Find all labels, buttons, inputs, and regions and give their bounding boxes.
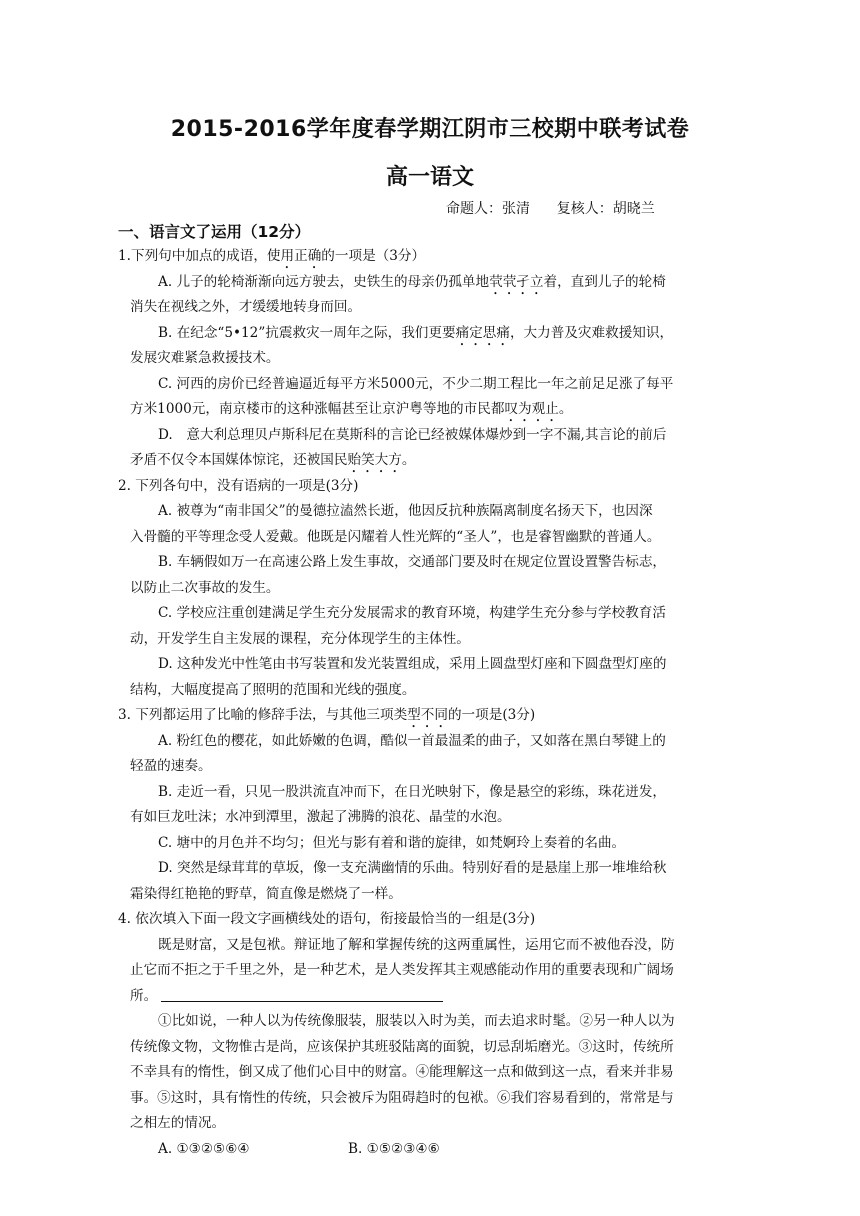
q1-d-text-2: 。 <box>401 452 416 468</box>
questions-body <box>118 244 732 1162</box>
q1-c-text: 方米1000元，南京楼市的这种涨幅甚至让京沪粤等地的市民都 <box>130 401 505 417</box>
q3-option-d-line1: D. 突然是绿茸茸的草坂，像一支充满幽情的乐曲。特别好看的是悬崖上那一堆堆给秋 <box>158 860 667 876</box>
q4-option-a: A. ①③②⑤⑥④ <box>158 1140 250 1157</box>
q4-sentences-line4: 事。⑤这时，具有惰性的传统，只会被斥为阻碍趋时的包袱。⑥我们容易看到的，常常是与 <box>130 1089 674 1106</box>
q3-option-a-line2: 轻盈的速奏。 <box>130 758 212 774</box>
q2-option-c-line1: C. 学校应注重创建满足学生充分发展需求的教育环境，构建学生充分参与学校教育活 <box>158 605 666 621</box>
q3-stem-text: 3. 下列都运用了比喻的修辞手法，与其他三项类 <box>118 707 408 723</box>
q1-b-text-2: ，大力普及灾难救援知识， <box>509 324 674 341</box>
q4-passage-line2: 止它而不拒之于千里之外，是一种艺术，是人类发挥其主观感能动作用的重要表现和广阔场 <box>130 962 674 978</box>
q2-option-a-line1: A. 被尊为“南非国父”的曼德拉溘然长逝，他因反抗种族隔离制度名扬天下，也因深 <box>158 503 653 519</box>
q2-option-d-line1: D. 这种发光中性笔由书写装置和发光装置组成，采用上圆盘型灯座和下圆盘型灯座的 <box>158 656 667 672</box>
subject-title: 高一语文 <box>385 165 474 190</box>
q1-stem-text: 1.下列句中加点的成语，使 <box>118 248 281 264</box>
q2-stem: 2. 下列各句中，没有语病的一项是(3分) <box>118 477 359 494</box>
q4-sentences-line5: 之相左的情况。 <box>130 1115 226 1131</box>
q1-b-text: B. 在纪念“5•12”抗震救灾一周年之际，我们更要 <box>158 324 456 341</box>
q1-a-idiom: 茕茕孑立 <box>489 273 544 290</box>
q4-sentences-line2: 传统像文物，文物惟古是尚，应该保护其班驳陆离的面貌，切忌刮垢磨光。③这时，传统所 <box>130 1038 674 1055</box>
q1-c-text-2: 。 <box>558 401 573 417</box>
q1-b-idiom: 痛定思痛 <box>455 324 510 341</box>
q1-stem-dotted-1: 用 <box>280 248 295 264</box>
section-1-title: 一、语言文了运用（12分） <box>118 223 311 241</box>
q2-option-a-line2: 入骨髓的平等理念受人爱戴。他既是闪耀着人性光辉的“圣人”，也是睿智幽默的普通人。 <box>130 528 661 545</box>
q4-sentences-line3: 不幸具有的惰性，倒又成了他们心目中的财富。④能理解这一点和做到这一点，看来并非易 <box>130 1064 674 1080</box>
q1-option-b-line2: 发展灾难紧急救援技术。 <box>130 350 280 366</box>
exam-title: 2015-2016学年度春学期江阴市三校期中联考试卷 <box>170 117 690 142</box>
q3-option-d-line2: 霜染得红艳艳的野草，简直像是燃烧了一样。 <box>130 885 402 902</box>
q4-passage-line1: 既是财富，又是包袱。辩证地了解和掌握传统的这两重属性，运用它而不被他吞没，防 <box>158 936 675 953</box>
q3-option-a-line1: A. 粉红色的樱花，如此娇嫩的色调，酷似一首最温柔的曲子，又如落在黑白琴键上的 <box>158 732 666 749</box>
q4-options <box>130 1137 732 1163</box>
q2-option-d-line2: 结构，大幅度提高了照明的范围和光线的强度。 <box>130 681 416 698</box>
q3-option-c-line1: C. 塘中的月色并不均匀；但光与影有着和谐的旋律，如梵婀玲上奏着的名曲。 <box>158 834 626 851</box>
q1-option-a-line2: 消失在视线之外，才缓缓地转身而回。 <box>130 299 362 315</box>
q1-d-text: 矛盾不仅令本国媒体惊诧，还被国民 <box>130 452 348 468</box>
authors-line <box>446 198 655 218</box>
q1-stem-dotted-2: 确 <box>307 248 322 264</box>
q3-option-b-line1: B. 走近一看，只见一股洪流直冲而下，在日光映射下，像是悬空的彩练，珠花迸发， <box>158 783 667 800</box>
q2-option-b-line1: B. 车辆假如万一在高速公路上发生事故，交通部门要及时在规定位置设置警告标志， <box>158 554 667 570</box>
q4-passage-text: 所。 <box>130 987 158 1004</box>
q4-stem: 4. 依次填入下面一段文字画横线处的语句，衔接最恰当的一组是(3分) <box>118 911 536 927</box>
q2-option-b-line2: 以防止二次事故的发生。 <box>130 579 280 596</box>
q1-option-d-line1: D. 意大利总理贝卢斯科尼在莫斯科的言论已经被媒体爆炒到一字不漏,其言论的前后 <box>158 426 667 443</box>
q1-a-text: A. 儿子的轮椅渐渐向远方驶去，史铁生的母亲仍孤单地 <box>158 273 490 290</box>
q1-c-idiom: 叹为观止 <box>504 401 559 417</box>
q1-stem-text-3: 的一项是（3分） <box>321 248 426 264</box>
reviewer-label: 复核人：胡晓兰 <box>556 201 655 217</box>
q3-stem <box>118 703 732 729</box>
q3-stem-dotted: 型不同 <box>407 707 448 723</box>
q1-option-b-line1 <box>130 321 732 347</box>
q1-stem <box>118 244 732 270</box>
q1-d-idiom: 贻笑大方 <box>347 452 402 468</box>
q4-answer-blank <box>161 987 443 1002</box>
setter-label: 命题人：张清 <box>446 201 530 217</box>
q2-option-c-line2: 动，开发学生自主发展的课程，充分体现学生的主体性。 <box>130 630 470 647</box>
q1-option-c-line1: C. 河西的房价已经普遍逼近每平方米5000元，不少二期工程比一年之前足足涨了每平 <box>158 375 674 392</box>
q1-a-text-2: 着，直到儿子的轮椅 <box>543 273 666 290</box>
q3-stem-text-2: 的一项是(3分) <box>447 707 536 723</box>
q4-passage-line3 <box>130 984 732 1010</box>
q3-option-b-line2: 有如巨龙吐沫；水冲到潭里，激起了沸腾的浪花、晶莹的水泡。 <box>130 809 511 825</box>
q4-option-b: B. ①⑤②③④⑥ <box>348 1140 440 1157</box>
q1-option-d-line2 <box>130 448 732 474</box>
q1-option-a-line1 <box>130 270 732 296</box>
q4-sentences-line1: ①比如说，一种人以为传统像服装，服装以入时为美，而去追求时髦。②另一种人以为 <box>158 1013 675 1029</box>
q1-option-c-line2 <box>130 397 732 423</box>
q1-stem-text-2: 正 <box>294 248 308 264</box>
